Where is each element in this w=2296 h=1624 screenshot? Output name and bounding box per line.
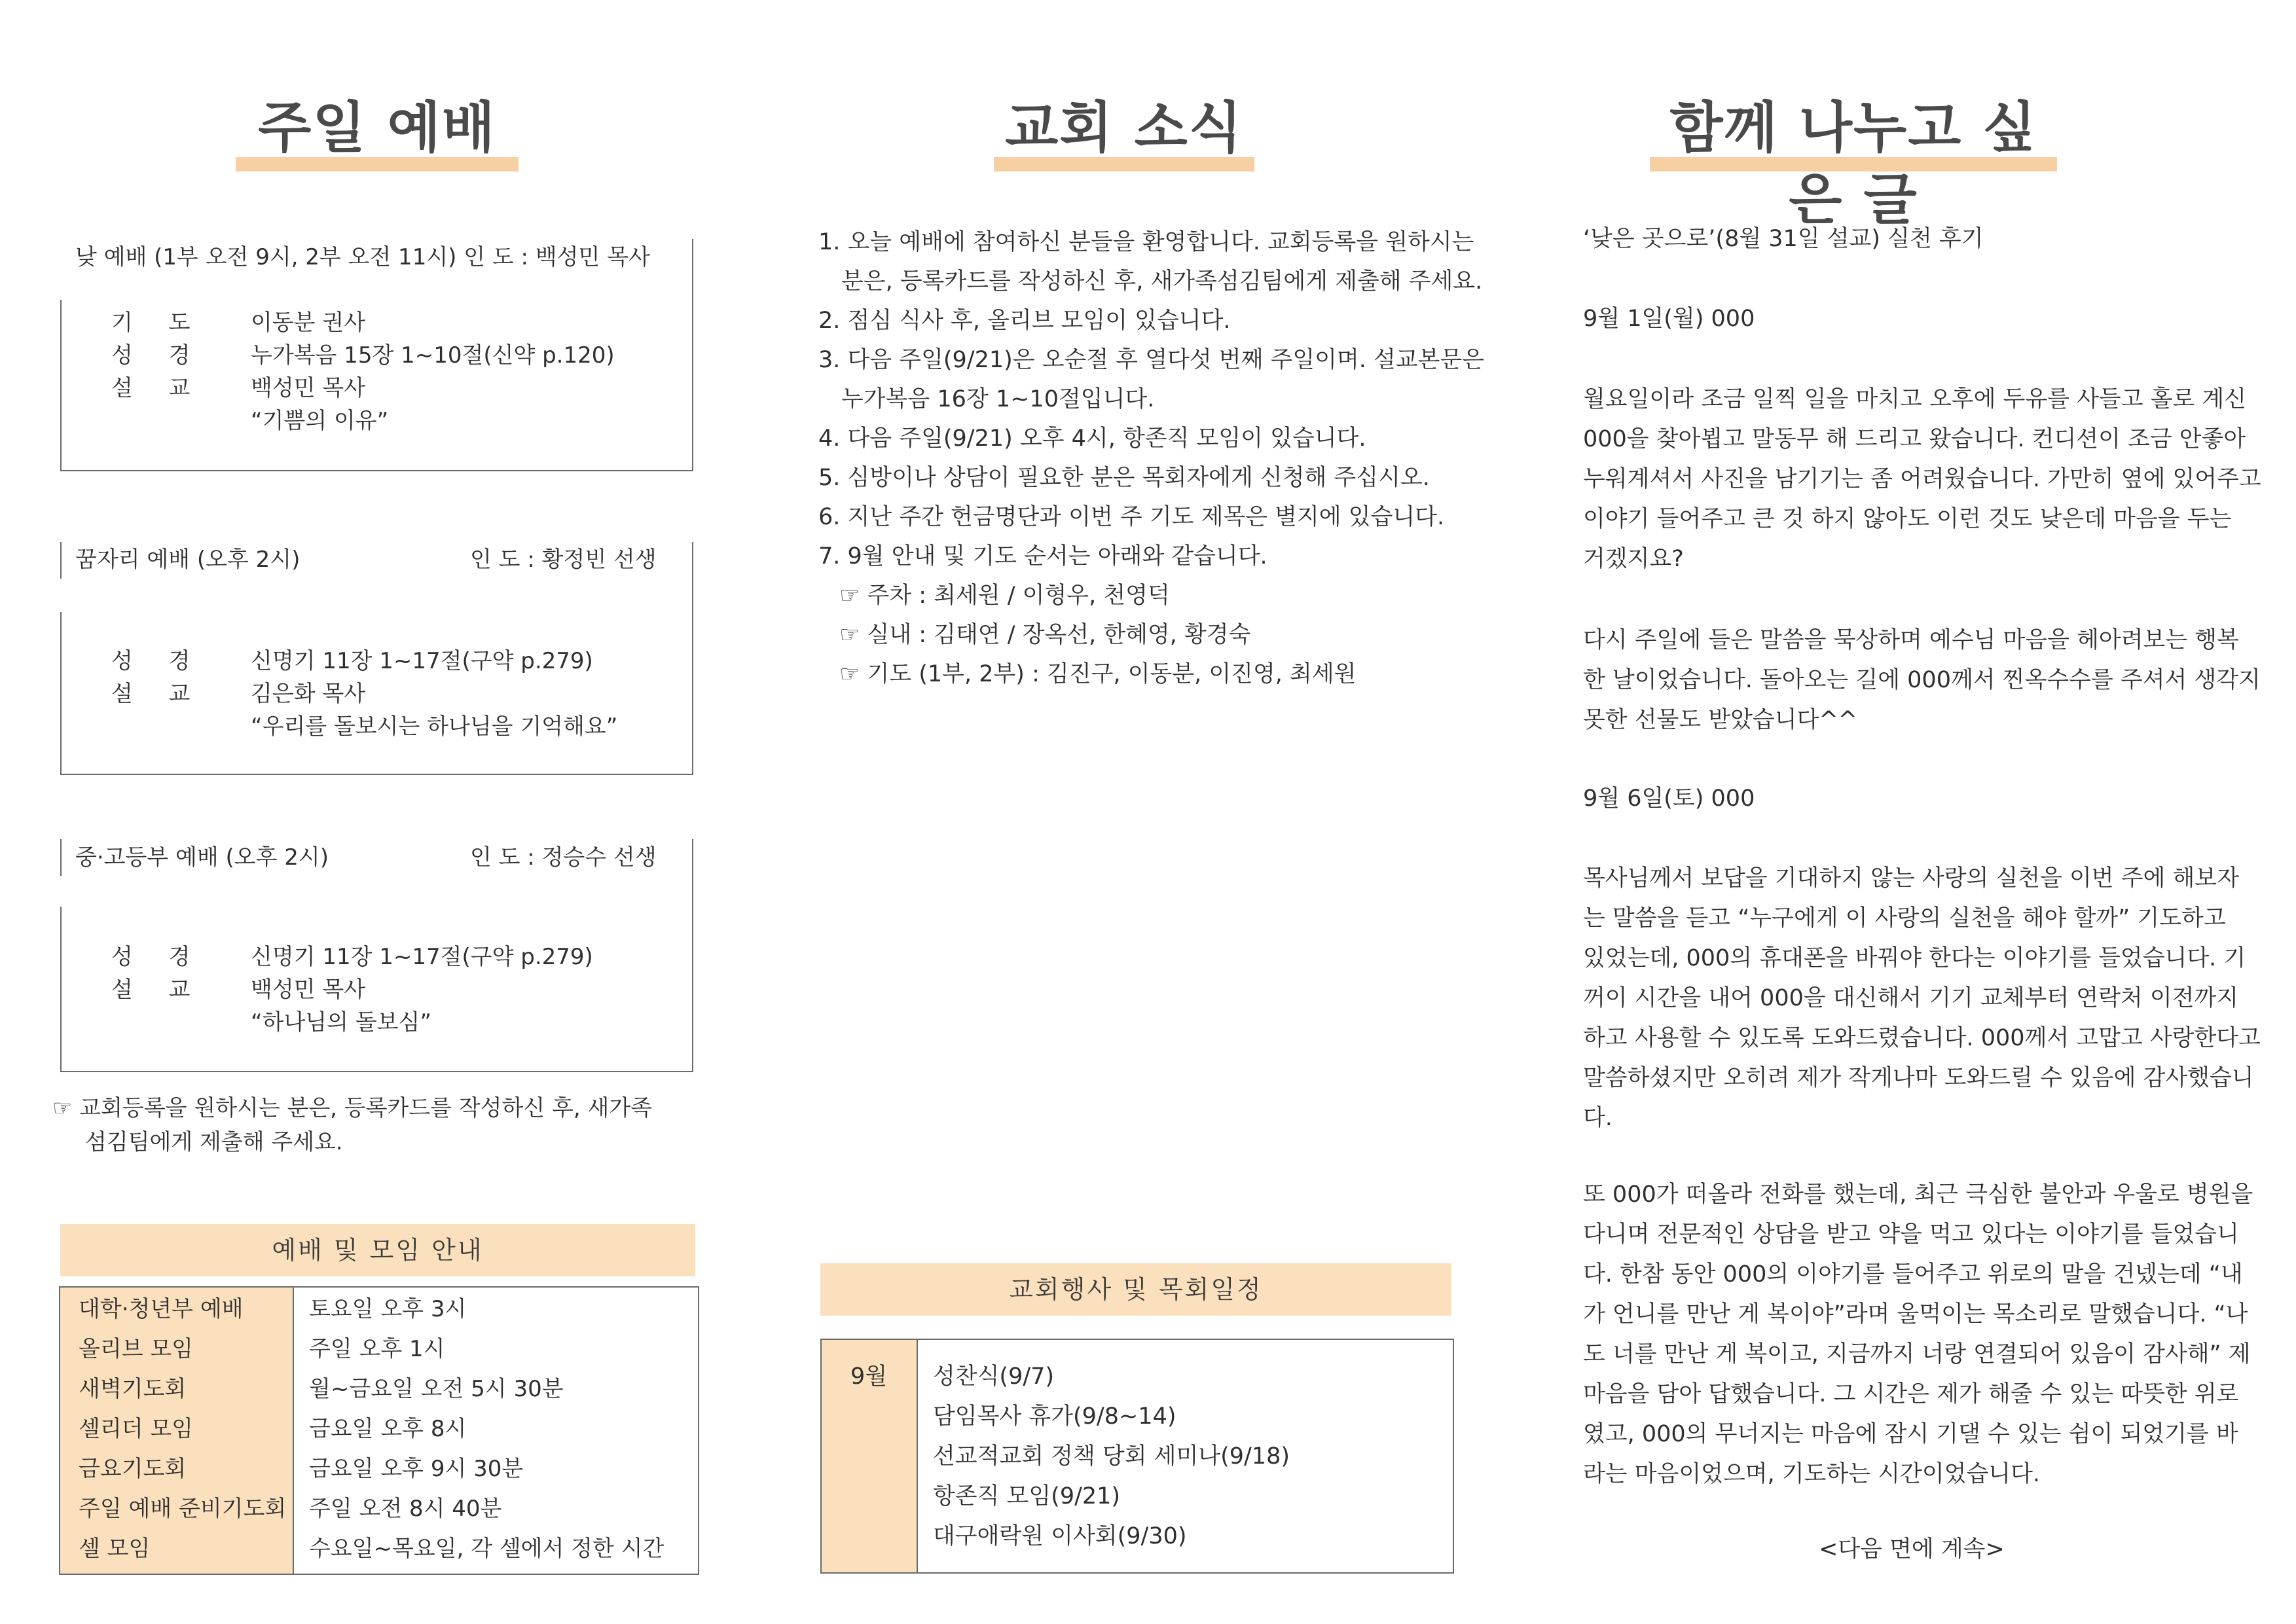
day-service-title: 낮 예배 (1부 오전 9시, 2부 오전 11시) 인 도 : 백성민 목사 bbox=[75, 244, 650, 270]
news-subitem: ☞ 기도 (1부, 2부) : 김진구, 이동분, 이진영, 최세원 bbox=[839, 661, 1357, 687]
row-value: 누가복음 15장 1~10절(신약 p.120) bbox=[251, 342, 615, 369]
news-item: 5. 심방이나 상담이 필요한 분은 목회자에게 신청해 주십시오. bbox=[818, 465, 1430, 491]
paragraph-line: 라는 마음이었으며, 기도하는 시간이었습니다. bbox=[1583, 1461, 2041, 1487]
news-item-cont: 누가복음 16장 1~10절입니다. bbox=[841, 386, 1155, 412]
paragraph-line: 다시 주일에 들은 말씀을 묵상하며 예수님 마음을 헤아려보는 행복 bbox=[1583, 627, 2239, 653]
paragraph-line: 다. 한참 동안 000의 이야기를 들어주고 위로의 말을 건넸는데 “내 bbox=[1583, 1261, 2243, 1288]
box-right-border bbox=[692, 542, 693, 775]
news-subitem: ☞ 실내 : 김태연 / 장옥선, 한혜영, 황경숙 bbox=[839, 622, 1251, 648]
sunday-worship-heading bbox=[236, 92, 519, 164]
registration-note: ☞ 교회등록을 원하시는 분은, 등록카드를 작성하신 후, 새가족 bbox=[52, 1095, 653, 1121]
event-item: 항존직 모임(9/21) bbox=[933, 1483, 1121, 1509]
meeting-name: 새벽기도회 bbox=[79, 1376, 187, 1402]
youth-service-title: 중·고등부 예배 (오후 2시) bbox=[75, 844, 329, 871]
sharing-paragraph bbox=[1583, 859, 2261, 1138]
news-item: 1. 오늘 예배에 참여하신 분들을 환영합니다. 교회등록을 원하시는 bbox=[818, 229, 1474, 255]
news-item: 7. 9월 안내 및 기도 순서는 아래와 같습니다. bbox=[818, 543, 1267, 569]
events-divider bbox=[917, 1340, 918, 1572]
box-right-border bbox=[692, 839, 693, 1072]
box-bottom-border bbox=[60, 1071, 693, 1072]
events-month: 9월 bbox=[850, 1363, 888, 1390]
meeting-time: 금요일 오후 9시 30분 bbox=[309, 1456, 524, 1482]
paragraph-line: 꺼이 시간을 내어 000을 대신해서 기기 교체부터 연락처 이전까지 bbox=[1583, 985, 2239, 1011]
meeting-name: 주일 예배 준비기도회 bbox=[79, 1496, 287, 1522]
meeting-time: 토요일 오후 3시 bbox=[309, 1296, 467, 1322]
row-value: 신명기 11장 1~17절(구약 p.279) bbox=[251, 648, 593, 674]
dream-service-leader: 인 도 : 황정빈 선생 bbox=[470, 547, 657, 573]
meeting-time: 수요일~목요일, 각 셀에서 정한 시간 bbox=[309, 1536, 665, 1562]
sharing-heading bbox=[1650, 92, 2057, 236]
news-item: 2. 점심 식사 후, 올리브 모임이 있습니다. bbox=[818, 308, 1231, 334]
meeting-name: 셀 모임 bbox=[79, 1536, 151, 1562]
paragraph-line: 가 언니를 만난 게 복이야”라며 울먹이는 목소리로 말했습니다. “나 bbox=[1583, 1301, 2248, 1327]
heading-text: 주일 예배 bbox=[258, 96, 496, 160]
paragraph-line: 는 말씀을 듣고 “누구에게 이 사랑의 실천을 해야 할까” 기도하고 bbox=[1583, 905, 2226, 931]
youth-service-leader: 인 도 : 정승수 선생 bbox=[470, 844, 657, 871]
church-news-heading bbox=[994, 92, 1254, 164]
row-value: 백성민 목사 bbox=[251, 977, 366, 1003]
box-left-border bbox=[60, 612, 62, 775]
box-left-border bbox=[60, 300, 62, 471]
events-title-bar: 교회행사 및 목회일정 bbox=[820, 1263, 1451, 1316]
box-bottom-border bbox=[60, 470, 693, 471]
row-label: 기 도 bbox=[111, 310, 205, 336]
sermon-title: “기쁨의 이유” bbox=[251, 408, 389, 434]
meeting-name: 올리브 모임 bbox=[79, 1336, 194, 1362]
paragraph-line: 다니며 전문적인 상담을 받고 약을 먹고 있다는 이야기를 들었습니 bbox=[1583, 1221, 2239, 1248]
paragraph-line: 하고 사용할 수 있도록 도와드렸습니다. 000께서 고맙고 사랑한다고 bbox=[1583, 1025, 2261, 1051]
paragraph-line: 이야기 들어주고 큰 것 하지 않아도 이런 것도 낮은데 마음을 두는 bbox=[1583, 506, 2232, 532]
news-item: 6. 지난 주간 헌금명단과 이번 주 기도 제목은 별지에 있습니다. bbox=[818, 504, 1445, 530]
paragraph-line: 또 000가 떠올라 전화를 했는데, 최근 극심한 불안과 우울로 병원을 bbox=[1583, 1182, 2253, 1208]
meeting-time: 주일 오전 8시 40분 bbox=[309, 1496, 502, 1522]
column-sunday-worship bbox=[0, 0, 765, 1624]
paragraph-line: 000을 찾아뵙고 말동무 해 드리고 왔습니다. 컨디션이 조금 안좋아 bbox=[1583, 426, 2246, 452]
entry-date: 9월 1일(월) 000 bbox=[1583, 306, 1755, 332]
event-item: 성찬식(9/7) bbox=[933, 1363, 1055, 1390]
news-item: 3. 다음 주일(9/21)은 오순절 후 열다섯 번째 주일이며. 설교본문은 bbox=[818, 347, 1485, 373]
sharing-paragraph bbox=[1583, 621, 2261, 740]
sharing-paragraph bbox=[1583, 1175, 2253, 1494]
entry-date: 9월 6일(토) 000 bbox=[1583, 785, 1755, 812]
event-item: 선교적교회 정책 당회 세미나(9/18) bbox=[933, 1443, 1290, 1470]
row-label: 설 교 bbox=[111, 977, 205, 1003]
row-label: 설 교 bbox=[111, 375, 205, 401]
sermon-title: “하나님의 돌보심” bbox=[251, 1009, 431, 1036]
paragraph-line: 거겠지요? bbox=[1583, 546, 1684, 572]
paragraph-line: 누워계셔서 사진을 남기기는 좀 어려웠습니다. 가만히 옆에 있어주고 bbox=[1583, 466, 2261, 492]
row-value: 신명기 11장 1~17절(구약 p.279) bbox=[251, 944, 593, 970]
sharing-paragraph bbox=[1583, 380, 2261, 579]
paragraph-line: 목사님께서 보답을 기대하지 않는 사랑의 실천을 이번 주에 해보자 bbox=[1583, 865, 2239, 892]
box-left-border-top bbox=[60, 839, 62, 876]
continued-note: <다음 면에 계속> bbox=[1819, 1536, 2005, 1562]
box-left-border bbox=[60, 907, 62, 1072]
news-item: 4. 다음 주일(9/21) 오후 4시, 항존직 모임이 있습니다. bbox=[818, 425, 1366, 452]
meeting-time: 주일 오후 1시 bbox=[309, 1336, 445, 1362]
row-label: 성 경 bbox=[111, 944, 205, 970]
meetings-title-bar: 예배 및 모임 안내 bbox=[60, 1224, 695, 1276]
heading-text: 함께 나누고 싶은 글 bbox=[1669, 96, 2037, 232]
row-label: 설 교 bbox=[111, 681, 205, 707]
meeting-name: 셀리더 모임 bbox=[79, 1416, 194, 1442]
row-label: 성 경 bbox=[111, 648, 205, 674]
paragraph-line: 였고, 000의 무너지는 마음에 잠시 기댈 수 있는 쉼이 되었기를 바 bbox=[1583, 1421, 2238, 1447]
paragraph-line: 도 너를 만난 게 복이고, 지금까지 너랑 연결되어 있음이 감사해” 제 bbox=[1583, 1341, 2251, 1367]
meeting-name: 대학·청년부 예배 bbox=[79, 1296, 244, 1322]
news-subitem: ☞ 주차 : 최세원 / 이형우, 천영덕 bbox=[839, 583, 1170, 609]
meeting-time: 금요일 오후 8시 bbox=[309, 1416, 467, 1442]
column-church-news bbox=[765, 0, 1531, 1624]
column-sharing bbox=[1531, 0, 2296, 1624]
news-item-cont: 분은, 등록카드를 작성하신 후, 새가족섬김팀에게 제출해 주세요. bbox=[841, 268, 1483, 295]
dream-service-title: 꿈자리 예배 (오후 2시) bbox=[75, 547, 301, 573]
box-bottom-border bbox=[60, 774, 693, 775]
paragraph-line: 마음을 담아 답했습니다. 그 시간은 제가 해줄 수 있는 따뜻한 위로 bbox=[1583, 1381, 2239, 1407]
row-value: 백성민 목사 bbox=[251, 375, 366, 401]
row-label: 성 경 bbox=[111, 342, 205, 369]
box-right-border-top bbox=[692, 239, 693, 471]
sermon-title: “우리를 돌보시는 하나님을 기억해요” bbox=[251, 713, 618, 740]
paragraph-line: 못한 선물도 받았습니다^^ bbox=[1583, 707, 1858, 733]
event-item: 담임목사 휴가(9/8~14) bbox=[933, 1403, 1176, 1430]
paragraph-line: 월요일이라 조금 일찍 일을 마치고 오후에 두유를 사들고 홀로 계신 bbox=[1583, 386, 2247, 412]
paragraph-line: 한 날이었습니다. 돌아오는 길에 000께서 찐옥수수를 주셔서 생각지 bbox=[1583, 667, 2261, 693]
box-left-border-top bbox=[60, 542, 62, 579]
paragraph-line: 있었는데, 000의 휴대폰을 바꿔야 한다는 이야기를 들었습니다. 기 bbox=[1583, 945, 2246, 971]
event-item: 대구애락원 이사회(9/30) bbox=[933, 1523, 1187, 1549]
row-value: 이동분 권사 bbox=[251, 310, 366, 336]
heading-text: 교회 소식 bbox=[1005, 96, 1243, 160]
meeting-name: 금요기도회 bbox=[79, 1456, 187, 1482]
paragraph-line: 말씀하셨지만 오히려 제가 작게나마 도와드릴 수 있음에 감사했습니 bbox=[1583, 1065, 2254, 1091]
registration-note-cont: 섬김팀에게 제출해 주세요. bbox=[85, 1129, 343, 1155]
meetings-divider bbox=[293, 1288, 294, 1574]
meeting-time: 월~금요일 오전 5시 30분 bbox=[309, 1376, 564, 1402]
row-value: 김은화 목사 bbox=[251, 681, 366, 707]
sharing-subtitle: ‘낮은 곳으로’(8월 31일 설교) 실천 후기 bbox=[1583, 226, 1984, 252]
paragraph-line: 다. bbox=[1583, 1105, 1613, 1131]
